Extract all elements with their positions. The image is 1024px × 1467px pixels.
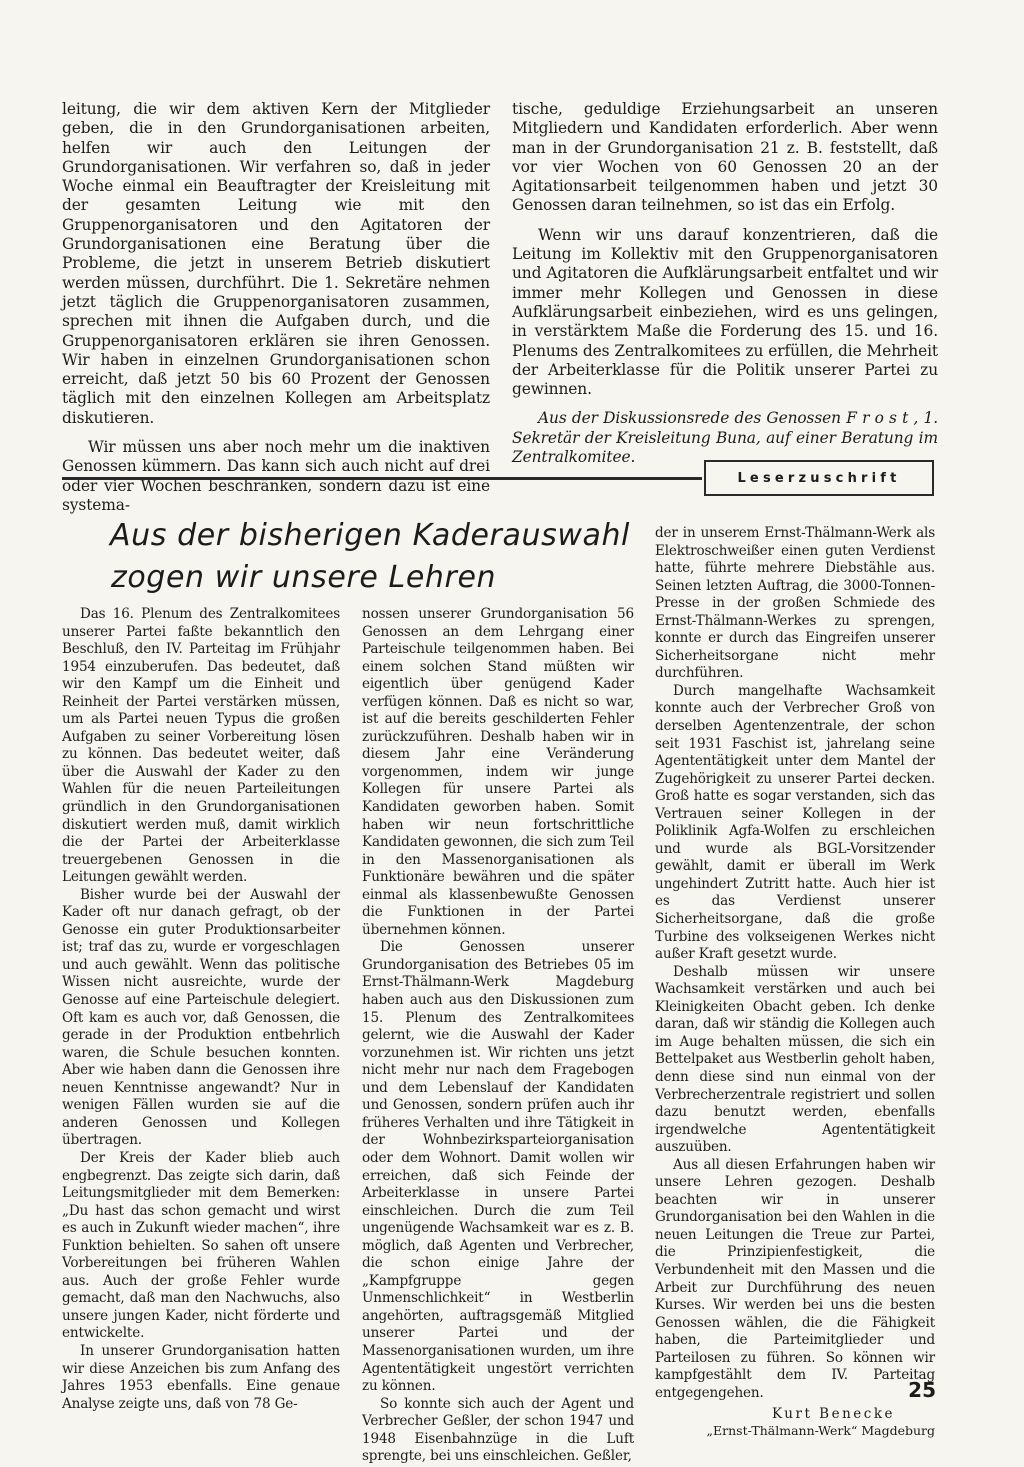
author-place: „Ernst-Thälmann-Werk“ Magdeburg [706,1423,935,1439]
paragraph: Wir müssen uns aber noch mehr um die inaktiven Genossen kümmern. Das kann sich auch nicht auf drei oder vier Wochen beschränken, sondern dazu ist eine systema- [62,438,490,514]
section-label: Leserzuschrift [704,460,934,496]
paragraph: leitung, die wir dem aktiven Kern der Mitglieder geben, die in den Grundorganisationen arbeiten, helfen wir auch den Leitungen der Grundorganisationen. Wir verfahren so, daß in jeder Woche einmal ein Beauftragter der Kreisleitung mit der gesamten Leitung wie mit den Gruppenorganisatoren und den Agitatoren der Grundorganisationen eine Beratung über die Probleme, die jetzt in unserem Betrieb diskutiert werden müssen, durchführt. Die 1. Sekretäre nehmen jetzt täglich die Gruppenorganisatoren zusammen, sprechen mit ihnen die Aufgaben durch, und die Gruppenorganisatoren erklären sie ihren Genossen. Wir haben in einzelnen Grundorganisationen schon erreicht, daß jetzt 50 bis 60 Prozent der Genossen täglich mit den einzelnen Kollegen am Arbeitsplatz diskutieren. [62,100,490,427]
author-name: Kurt Benecke [772,1406,895,1423]
paragraph: Bisher wurde bei der Auswahl der Kader oft nur danach gefragt, ob der Genosse ein guter Produktionsarbeiter ist; traf das zu, wurde er vorgeschlagen und auch gewählt. Wenn das politische Wissen nicht ausreichte, wurde der Genosse auf eine Parteischule delegiert. Oft kam es auch vor, daß Genossen, die gerade in der Produktion entbehrlich waren, die Schule besuchen konnten. Aber wie haben dann die Genossen ihre neuen Kenntnisse angewandt? Nur in wenigen Fällen wurden sie auf die anderen Genossen und Kollegen übertragen. [62,886,340,1149]
paragraph: So konnte sich auch der Agent und Verbrecher Geßler, der schon 1947 und 1948 Eisenbahnzüge in die Luft sprengte, bei uns einschleichen. Geßler, [362,1395,634,1465]
paragraph: Der Kreis der Kader blieb auch engbegrenzt. Das zeigte sich darin, daß Leitungsmitglieder mit dem Bemerken: „Du hast das schon gemacht und wirst es auch in Zukunft wieder machen“, ihre Funktion behielten. So sahen oft unsere Vorbereitungen bei früheren Wahlen aus. Auch der große Fehler wurde gemacht, daß man den Nachwuchs, also unsere jungen Kader, nicht förderte und entwickelte. [62,1149,340,1342]
paragraph: Deshalb müssen wir unsere Wachsamkeit verstärken und auch bei Kleinigkeiten Obacht geben. Ich denke daran, daß wir ständig die Kollegen auch im Auge behalten müssen, die sich ein Bettelpaket aus Westberlin geholt haben, denn diese sind nun einmal von der Verbrecherzentrale registriert und sollen dazu benutzt werden, ebenfalls irgendwelche Agententätigkeit auszuüben. [655,963,935,1156]
top-article-left-column [62,100,490,525]
paragraph: Wenn wir uns darauf konzentrieren, daß die Leitung im Kollektiv mit den Gruppenorganisatoren und Agitatoren die Aufklärungsarbeit entfaltet und wir immer mehr Kollegen und Genossen in diese Aufklärungsarbeit einbeziehen, wird es uns gelingen, in verstärktem Maße die Forderung des 15. und 16. Plenums des Zentralkomitees zu erfüllen, die Mehrheit der Arbeiterklasse für die Politik unserer Partei zu gewinnen. [512,225,938,399]
article-headline [110,515,630,599]
headline-line-1: Aus der bisherigen Kaderauswahl [110,518,630,553]
paragraph: tische, geduldige Erziehungsarbeit an unseren Mitgliedern und Kandidaten erforderlich. Aber wenn man in der Grundorganisation 21 z. B. feststellt, daß vor vier Wochen von 60 Genossen 20 an der Agitationsarbeit teilgenommen haben und jetzt 30 Genossen daran teilnehmen, so ist das ein Erfolg. [512,100,938,215]
article-column-3 [655,525,935,1439]
paragraph: Durch mangelhafte Wachsamkeit konnte auch der Verbrecher Groß von derselben Agentenzentrale, der schon seit 1931 Faschist ist, jahrelang seine Agententätigkeit unter dem Mantel der Zugehörigkeit zu unserer Partei decken. Groß hatte es sogar verstanden, sich das Vertrauen seiner Kollegen in der Poliklinik Agfa-Wolfen zu erschleichen und wurde als BGL-Vorsitzender gewählt, damit er überall im Werk ungehindert Zutritt hatte. Auch hier ist es das Verdienst unserer Sicherheitsorgane, daß die große Turbine des volkseigenen Werkes nicht außer Kraft gesetzt wurde. [655,682,935,963]
paragraph: Das 16. Plenum des Zentralkomitees unserer Partei faßte bekanntlich den Beschluß, den IV. Parteitag im Frühjahr 1954 einzuberufen. Das bedeutet, daß wir den Kampf um die Einheit und Reinheit der Partei verstärken müssen, um als Partei neuen Typus die großen Aufgaben zu seiner Vorbereitung lösen zu können. Das bedeutet weiter, daß über die Auswahl der Kader zu den Wahlen für die neuen Parteileitungen gründlich in den Grundorganisationen diskutiert werden muß, damit wirklich die der Partei der Arbeiterklasse treuergebenen Genossen in die Leitungen gewählt werden. [62,606,340,886]
top-article-right-column [512,100,938,477]
paragraph: nossen unserer Grundorganisation 56 Genossen an dem Lehrgang einer Parteischule teilgenommen haben. Bei einem solchen Stand müßten wir eigentlich über genügend Kader verfügen können. Daß es nicht so war, ist auf die bereits geschilderten Fehler zurückzuführen. Deshalb haben wir in diesem Jahr eine Veränderung vorgenommen, indem wir junge Kollegen für unsere Partei als Kandidaten geworben haben. Somit haben wir neun fortschrittliche Kandidaten gewonnen, die sich zum Teil in den Massenorganisationen als Funktionäre bewähren und die später einmal als klassenbewußte Genossen die Funktionen in der Partei übernehmen können. [362,606,634,938]
page-number: 25 [908,1378,936,1402]
paragraph: In unserer Grundorganisation hatten wir diese Anzeichen bis zum Anfang des Jahres 1953 ebenfalls. Eine genaue Analyse zeigte uns, daß von 78 Ge- [62,1342,340,1412]
source-note: Aus der Diskussionsrede des Genossen F r o s t , 1. Sekretär der Kreisleitung Buna, auf einer Beratung im Zentralkomitee. [512,409,938,467]
paragraph: Aus all diesen Erfahrungen haben wir unsere Lehren gezogen. Deshalb beachten wir in unserer Grundorganisation bei den Wahlen in die neuen Leitungen die Treue zur Partei, die Prinzipienfestigkeit, die Verbundenheit mit den Massen und die Arbeit zur Durchführung des neuen Kurses. Wir werden bei uns die besten Genossen wählen, die die Fähigkeit haben, die Parteimitglieder und Parteilosen zu führen. So können wir kampfgestählt dem IV. Parteitag entgegengehen. [655,1156,935,1401]
section-divider [62,477,702,480]
headline-line-2: zogen wir unsere Lehren [111,560,497,595]
paragraph: Die Genossen unserer Grundorganisation des Betriebes 05 im Ernst-Thälmann-Werk Magdeburg haben auch aus den Diskussionen zum 15. Plenum des Zentralkomitees gelernt, wie die Auswahl der Kader vorzunehmen ist. Wir richten uns jetzt nicht mehr nur nach dem Fragebogen und dem Lebenslauf der Kandidaten und Genossen, sondern prüfen auch ihr früheres Verhalten und ihre Tätigkeit in der Wohnbezirksparteiorganisation oder dem Wohnort. Damit wollen wir erreichen, daß sich Feinde der Arbeiterklasse in unsere Partei einschleichen. Durch die zum Teil ungenügende Wachsamkeit war es z. B. möglich, daß Agenten und Verbrecher, die schon einige Jahre der „Kampfgruppe gegen Unmenschlichkeit“ in Westberlin angehörten, auftragsgemäß Mitglied unserer Partei und der Massenorganisationen wurden, um ihre Agententätigkeit ungestört verrichten zu können. [362,939,634,1395]
article-column-2 [362,606,634,1466]
paragraph: der in unserem Ernst-Thälmann-Werk als Elektroschweißer einen guten Verdienst hatte, führte mehrere Diebstähle aus. Seinen letzten Auftrag, die 3000-Tonnen-Presse in der großen Schmiede des Ernst-Thälmann-Werkes zu sprengen, konnte er durch das Eingreifen unserer Sicherheitsorgane nicht mehr durchführen. [655,525,935,682]
article-column-1 [62,606,340,1413]
